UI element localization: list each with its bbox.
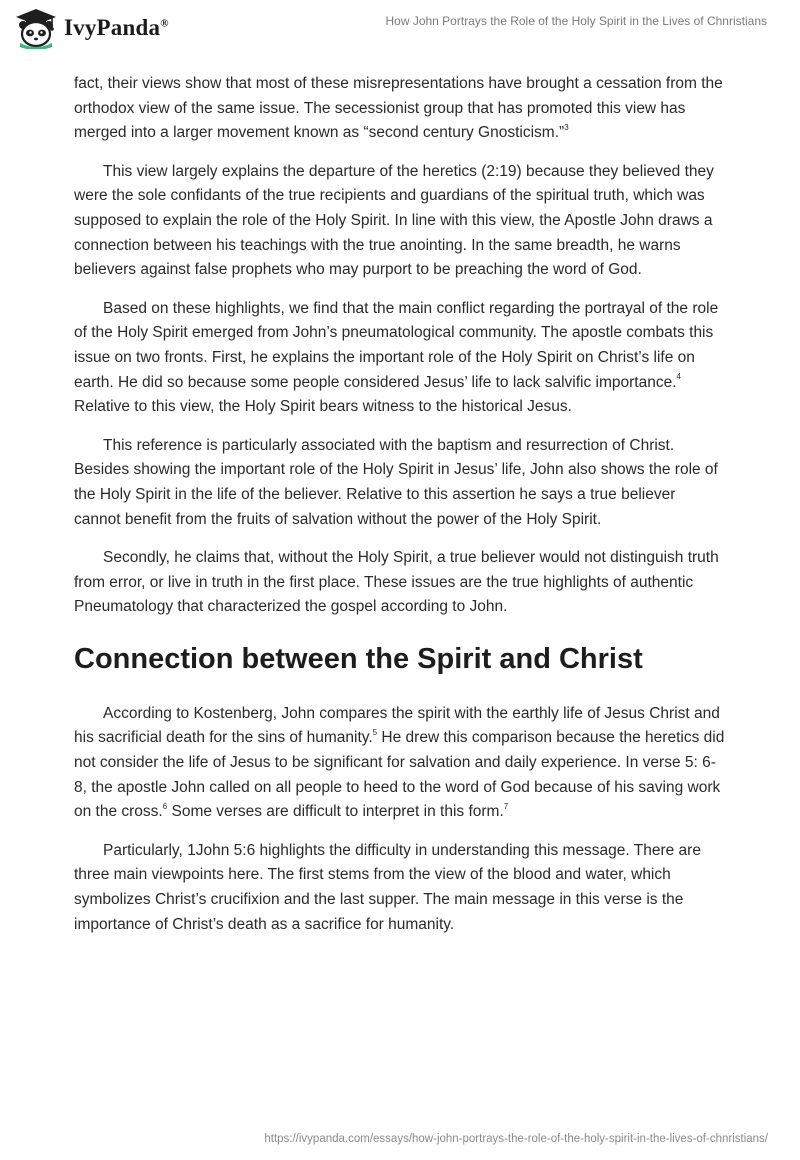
paragraph bbox=[74, 160, 726, 283]
logo-wordmark bbox=[64, 15, 169, 41]
paragraph bbox=[74, 546, 726, 620]
section-heading: Connection between the Spirit and Christ bbox=[74, 642, 643, 675]
paragraph-text: Some verses are difficult to interpret in this form. bbox=[167, 803, 504, 821]
footnote-marker[interactable]: 4 bbox=[676, 372, 681, 382]
essay-paragraphs-top bbox=[74, 72, 726, 620]
paragraph-text: Based on these highlights, we find that the main conflict regarding the portrayal of the role of the Holy Spirit emerged from John’s pneumatological community. The apostle combats this issue on two fronts. First, he explains the important role of the Holy Spirit on Christ’s life on earth. He did so because some people considered Jesus’ life to lack salvific importance. bbox=[74, 299, 719, 391]
paragraph-text: Particularly, 1John 5:6 highlights the difficulty in understanding this message. There are three main viewpoints here. The first stems from the view of the blood and water, which symbolizes Christ’s crucifixion and the last supper. The main message in this verse is the importance of Christ’s death as a sacrifice for humanity. bbox=[74, 841, 701, 933]
essay-paragraphs-bottom bbox=[74, 702, 726, 937]
page-header bbox=[0, 0, 800, 64]
paragraph bbox=[74, 72, 726, 146]
paragraph-text: This reference is particularly associated with the baptism and resurrection of Christ. Besides showing the important role of the Holy Spirit in Jesus’ life, John also shows the role of the Holy Spirit in the life of the believer. Relative to this assertion he says a true believer cannot benefit from the fruits of salvation without the power of the Holy Spirit. bbox=[74, 436, 718, 528]
source-url[interactable]: https://ivypanda.com/essays/how-john-portrays-the-role-of-the-holy-spirit-in-the-lives-of-chnristians/ bbox=[264, 1133, 768, 1145]
panda-graduate-icon bbox=[14, 7, 58, 49]
ivypanda-logo[interactable] bbox=[14, 7, 169, 49]
paragraph bbox=[74, 434, 726, 532]
essay-body bbox=[74, 72, 726, 951]
footnote-marker[interactable]: 5 bbox=[372, 728, 378, 738]
footnote-marker[interactable]: 7 bbox=[503, 802, 509, 812]
paragraph-text: According to Kostenberg, John compares the spirit with the earthly life of Jesus Christ and his sacrificial death for the sins of humanity. bbox=[74, 704, 720, 747]
registered-mark: ® bbox=[160, 17, 169, 30]
paragraph-text: This view largely explains the departure of the heretics (2:19) because they believed they were the sole confidants of the true recipients and guardians of the spiritual truth, which was supposed to explain the role of the Holy Spirit. In line with this view, the Apostle John draws a connection between his teachings with the true anointing. In the same breadth, he warns believers against false prophets who may purport to be preaching the word of God. bbox=[74, 162, 714, 279]
document-title: How John Portrays the Role of the Holy Spirit in the Lives of Chnristians bbox=[385, 14, 767, 28]
paragraph-text: He drew this comparison because the heretics did not consider the life of Jesus to be significant for salvation and daily experience. In verse 5: 6-8, the apostle John called on all people to heed to the word of God because of his saving work on the cross. bbox=[74, 729, 725, 821]
paragraph-text: Relative to this view, the Holy Spirit bears witness to the historical Jesus. bbox=[74, 398, 572, 416]
logo-text: IvyPanda bbox=[64, 15, 161, 40]
footnote-marker[interactable]: 6 bbox=[162, 802, 168, 812]
paragraph-text: Secondly, he claims that, without the Holy Spirit, a true believer would not distinguish truth from error, or live in truth in the first place. These issues are the true highlights of authentic Pneumatology that characterized the gospel according to John. bbox=[74, 549, 719, 616]
paragraph bbox=[74, 702, 726, 825]
footnote-marker[interactable]: 3 bbox=[564, 123, 569, 133]
paragraph-text: fact, their views show that most of these misrepresentations have brought a cessation from the orthodox view of the same issue. The secessionist group that has promoted this view has merged into a larger movement known as “second century Gnosticism.” bbox=[74, 75, 723, 142]
paragraph bbox=[74, 839, 726, 937]
paragraph bbox=[74, 297, 726, 420]
